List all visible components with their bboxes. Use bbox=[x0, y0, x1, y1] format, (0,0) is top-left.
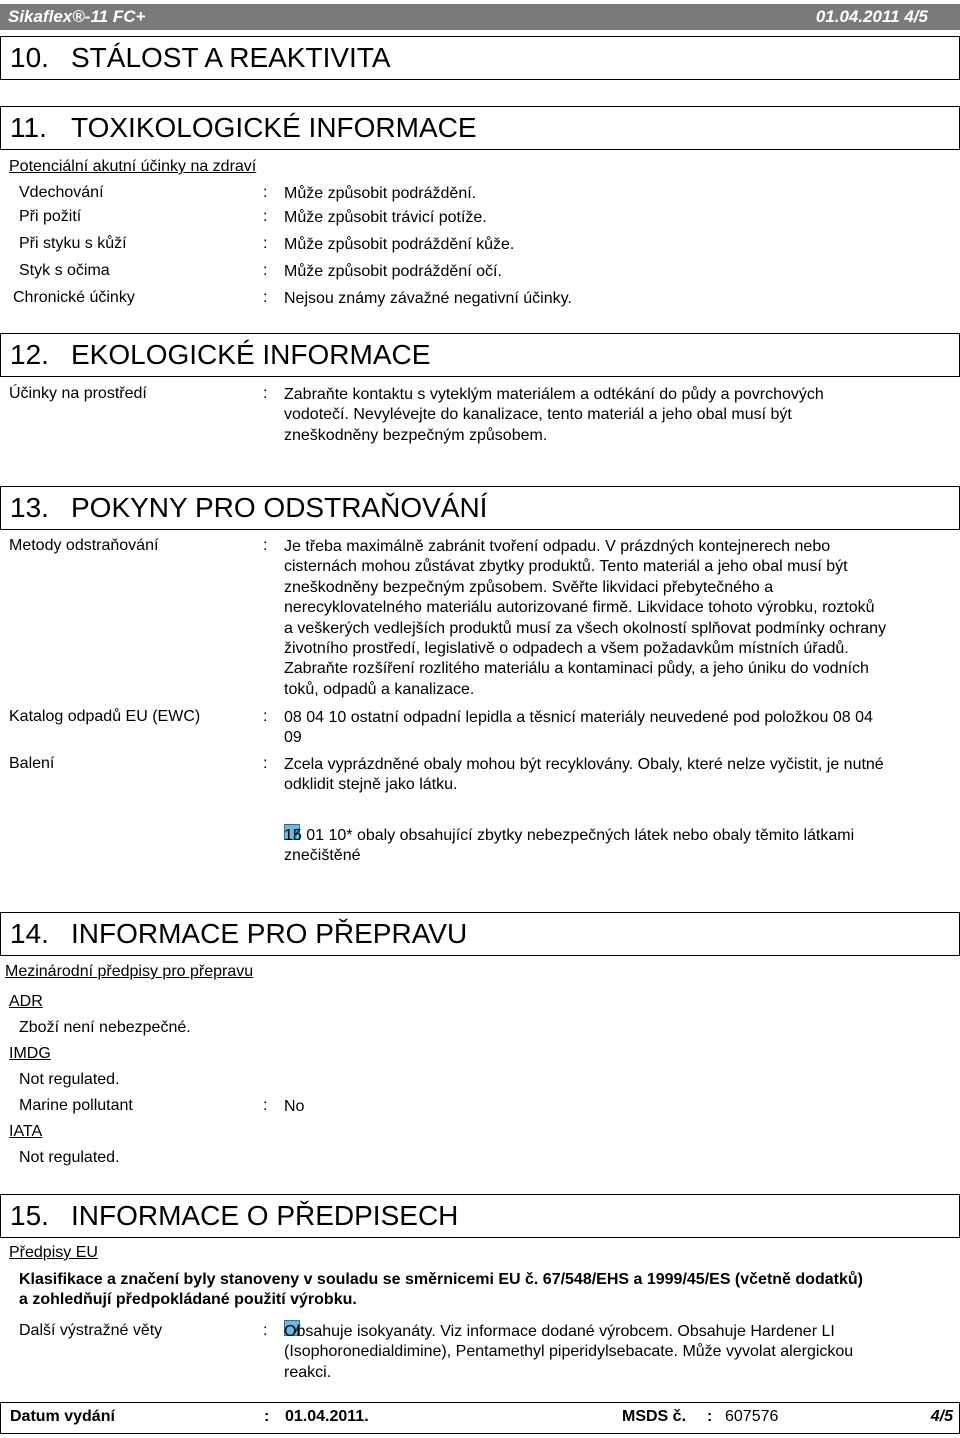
msds-label: MSDS č. bbox=[622, 1408, 687, 1425]
env-effects-text bbox=[284, 385, 934, 446]
text-line: a veškerých vedlejších produktů musí za všech okolností splňovat podmínky ochrany bbox=[284, 619, 887, 637]
section-number: 11. bbox=[10, 112, 47, 143]
colon: : bbox=[263, 235, 268, 252]
section-15-header bbox=[0, 1194, 960, 1238]
document-header-bar bbox=[0, 4, 960, 30]
acute-effects-subtitle: Potenciální akutní účinky na zdraví bbox=[9, 158, 257, 175]
row-label-chronic: Chronické účinky bbox=[13, 289, 135, 306]
text-line: reakci. bbox=[284, 1363, 332, 1381]
text-line: a zohledňují předpokládané použití výrobku. bbox=[19, 1291, 357, 1309]
classification-text bbox=[19, 1270, 863, 1311]
section-title: INFORMACE PRO PŘEPRAVU bbox=[71, 918, 468, 949]
iata-text: Not regulated. bbox=[19, 1149, 120, 1166]
imdg-heading: IMDG bbox=[9, 1045, 51, 1062]
adr-text: Zboží není nebezpečné. bbox=[19, 1019, 191, 1036]
colon: : bbox=[263, 1097, 268, 1114]
text-line: zneškodněny bezpečným způsobem. Svěřte likvidaci přebytečného a bbox=[284, 578, 774, 596]
section-title: INFORMACE O PŘEDPISECH bbox=[71, 1200, 459, 1231]
row-value-ingestion: Může způsobit trávicí potíže. bbox=[284, 209, 487, 226]
msds-number: 607576 bbox=[725, 1408, 779, 1425]
additional-warnings-text bbox=[284, 1322, 934, 1383]
colon: : bbox=[263, 385, 268, 402]
text-line: 08 04 10 ostatní odpadní lepidla a těsnicí materiály neuvedené pod položkou 08 04 bbox=[284, 709, 873, 726]
row-label-skin: Při styku s kůží bbox=[19, 235, 127, 252]
text-line: zneškodněny bezpečným způsobem. bbox=[284, 426, 548, 444]
row-value-chronic: Nejsou známy závažné negativní účinky. bbox=[284, 290, 572, 307]
marine-pollutant-value: No bbox=[284, 1098, 305, 1115]
section-title: TOXIKOLOGICKÉ INFORMACE bbox=[71, 112, 477, 143]
section-title: STÁLOST A REAKTIVITA bbox=[71, 42, 391, 73]
text-line: vodotečí. Nevylévejte do kanalizace, tento materiál a jeho obal musí být bbox=[284, 406, 792, 424]
text-line: Zcela vyprázdněné obaly mohou být recyklovány. Obaly, které nelze vyčistit, je nutné bbox=[284, 756, 884, 773]
ewc-label: Katalog odpadů EU (EWC) bbox=[9, 708, 201, 725]
text-line: Obsahuje isokyanáty. Viz informace dodané výrobcem. Obsahuje Hardener LI bbox=[284, 1323, 835, 1340]
section-13-header bbox=[0, 486, 960, 530]
section-number: 10. bbox=[10, 42, 49, 73]
adr-heading: ADR bbox=[9, 993, 43, 1010]
transport-subtitle: Mezinárodní předpisy pro přepravu bbox=[5, 963, 254, 980]
issue-date-value: 01.04.2011. bbox=[285, 1408, 369, 1425]
section-number: 14. bbox=[10, 918, 49, 949]
document-footer bbox=[0, 1402, 960, 1434]
section-12-header bbox=[0, 333, 960, 377]
colon: : bbox=[263, 537, 268, 554]
colon: : bbox=[263, 289, 268, 306]
colon: : bbox=[263, 262, 268, 279]
packaging-code-text bbox=[284, 826, 934, 867]
colon: : bbox=[263, 208, 268, 225]
row-value-skin: Může způsobit podráždění kůže. bbox=[284, 236, 515, 253]
ewc-text bbox=[284, 708, 934, 749]
colon: : bbox=[707, 1408, 713, 1425]
text-line: Klasifikace a značení byly stanoveny v souladu se směrnicemi EU č. 67/548/EHS a 1999/45/ES (včetně dodatků) bbox=[19, 1271, 863, 1288]
section-title: EKOLOGICKÉ INFORMACE bbox=[71, 339, 431, 370]
text-line: cisternách mohou zůstávat zbytky produktů. Tento materiál a jeho obal musí být bbox=[284, 558, 848, 576]
header-date-page: 01.04.2011 4/5 bbox=[815, 7, 928, 26]
text-line: toků, odpadů a kanalizace. bbox=[284, 680, 475, 698]
section-14-header bbox=[0, 912, 960, 956]
env-effects-label: Účinky na prostředí bbox=[9, 385, 147, 402]
text-line: životního prostředí, legislativě o odpadech a všem požadavkům místních úřadů. bbox=[284, 640, 849, 658]
row-label-inhalation: Vdechování bbox=[19, 184, 104, 201]
disposal-methods-label: Metody odstraňování bbox=[9, 537, 159, 554]
section-10-header bbox=[0, 36, 960, 80]
text-line: znečištěné bbox=[284, 847, 361, 865]
issue-date-label: Datum vydání bbox=[10, 1408, 115, 1425]
text-line: Je třeba maximálně zabránit tvoření odpadu. V prázdných kontejnerech nebo bbox=[284, 538, 831, 555]
row-label-eyes: Styk s očima bbox=[19, 262, 110, 279]
packaging-label: Balení bbox=[9, 755, 55, 772]
text-line: 15 01 10* obaly obsahující zbytky nebezpečných látek nebo obaly těmito látkami bbox=[284, 827, 855, 844]
row-value-eyes: Může způsobit podráždění očí. bbox=[284, 263, 502, 280]
eu-regulations-subtitle: Předpisy EU bbox=[9, 1244, 98, 1261]
additional-warnings-label: Další výstražné věty bbox=[19, 1322, 163, 1339]
iata-heading: IATA bbox=[9, 1123, 43, 1140]
disposal-methods-text bbox=[284, 537, 934, 700]
page-number: 4/5 bbox=[930, 1408, 953, 1425]
colon: : bbox=[263, 755, 268, 772]
text-line: Zabraňte kontaktu s vyteklým materiálem a odtékání do půdy a povrchových bbox=[284, 386, 824, 403]
section-number: 12. bbox=[10, 339, 49, 370]
product-name: Sikaflex®-11 FC+ bbox=[8, 7, 146, 26]
row-value-inhalation: Může způsobit podráždění. bbox=[284, 185, 477, 202]
colon: : bbox=[263, 184, 268, 201]
imdg-text: Not regulated. bbox=[19, 1071, 120, 1088]
row-label-ingestion: Při požití bbox=[19, 208, 82, 225]
marine-pollutant-label: Marine pollutant bbox=[19, 1097, 133, 1114]
colon: : bbox=[264, 1408, 270, 1425]
colon: : bbox=[263, 708, 268, 725]
text-line: Zabraňte rozšíření rozlitého materiálu a kontaminaci půdy, a jeho úniku do vodních bbox=[284, 660, 869, 678]
section-11-header bbox=[0, 106, 960, 150]
text-line: 09 bbox=[284, 729, 302, 747]
section-number: 15. bbox=[10, 1200, 49, 1231]
section-title: POKYNY PRO ODSTRAŇOVÁNÍ bbox=[71, 492, 488, 523]
text-line: odklidit stejně jako látku. bbox=[284, 776, 458, 794]
colon: : bbox=[263, 1322, 268, 1339]
text-line: nerecyklovatelného materiálu autorizované firmě. Likvidace tohoto výrobku, roztoků bbox=[284, 599, 875, 617]
text-line: (Isophoronedialdimine), Pentamethyl piperidylsebacate. Může vyvolat alergickou bbox=[284, 1343, 854, 1361]
section-number: 13. bbox=[10, 492, 49, 523]
packaging-text bbox=[284, 755, 934, 796]
